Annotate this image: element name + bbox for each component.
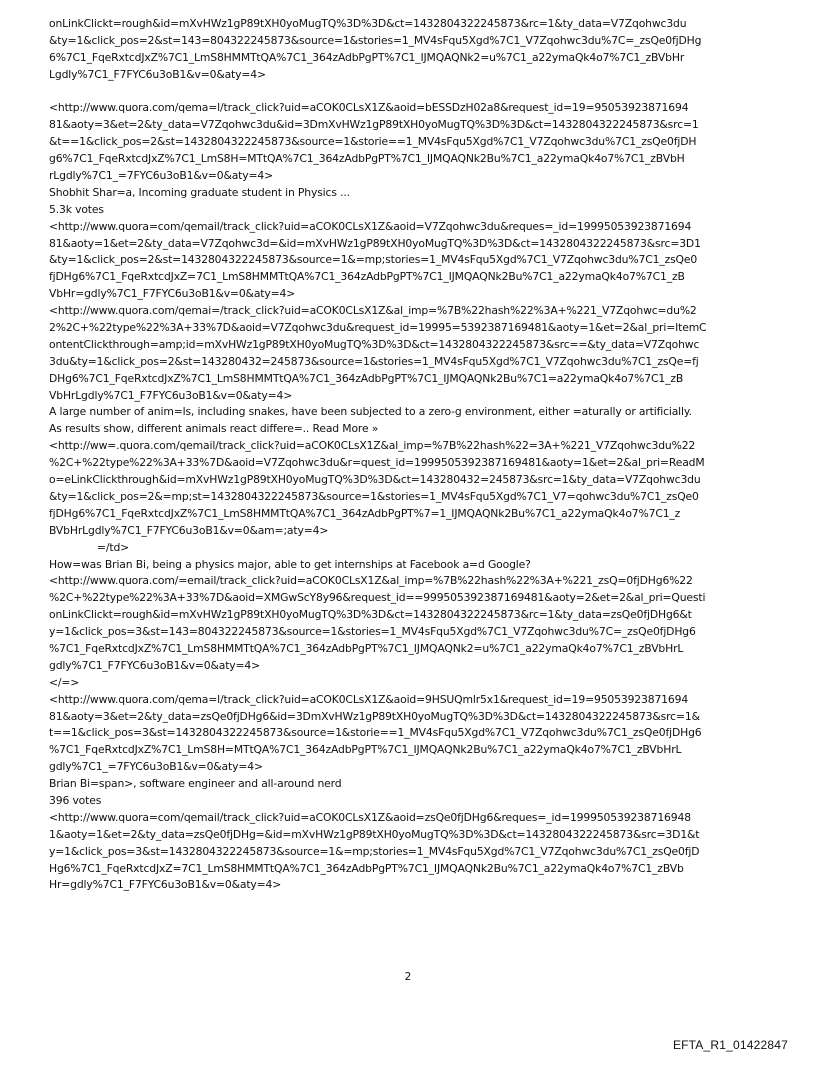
text-line: onLinkClickt=rough&id=mXvHWz1gP89tXH0yoMugTQ%3D%3D&ct=1432804322245873&rc=1&ty_data=V7Zqohwc3du <box>49 17 687 30</box>
text-line: gdly%7C1_=7FYC6u3oB1&v=0&aty=4> <box>49 760 263 774</box>
text-line: rLgdly%7C1_=7FYC6u3oB1&v=0&aty=4> <box>49 169 274 183</box>
text-line: How=was Brian Bi, being a physics major, able to get internships at Facebook a=d Google? <box>49 557 531 571</box>
blank-line <box>49 84 789 101</box>
text-line: =/td> <box>97 540 130 554</box>
text-line: Hr=gdly%7C1_F7FYC6u3oB1&v=0&aty=4> <box>49 878 282 892</box>
text-line: fjDHg6%7C1_FqeRxtcdJxZ%7C1_LmS8HMMTtQA%7C1_364zAdbPgPT%7=1_IJMQAQNk2Bu%7C1_a22ymaQk4o7%7C1_z <box>49 506 681 520</box>
text-line: 1&aoty=1&et=2&ty_data=zsQe0fjDHg=&id=mXvHWz1gP89tXH0yoMugTQ%3D%3D&ct=1432804322245873&src=3D1&t <box>49 827 700 841</box>
text-line: DHg6%7C1_FqeRxtcdJxZ%7C1_LmS8HMMTtQA%7C1_364zAdbPgPT%7C1_IJMQAQNk2Bu%7C1=a22ymaQk4o7%7C1_zB <box>49 371 684 385</box>
page-number: 2 <box>404 971 412 983</box>
text-line: Shobhit Shar=a, Incoming graduate student in Physics ... <box>49 185 350 199</box>
text-line: o=eLinkClickthrough&id=mXvHWz1gP89tXH0yoMugTQ%3D%3D&ct=143280432=245873&src=1&ty_data=V7Zqohwc3du <box>49 473 701 487</box>
text-line: %2C+%22type%22%3A+33%7D&aoid=XMGwScY8y96&request_id==999505392387169481&aoty=2&et=2&al_pri=Questi <box>49 591 706 605</box>
text-line: onLinkClickt=rough&id=mXvHWz1gP89tXH0yoMugTQ%3D%3D&ct=1432804322245873&rc=1&ty_data=zsQe0fjDHg6&t <box>49 608 692 622</box>
text-line: gdly%7C1_F7FYC6u3oB1&v=0&aty=4> <box>49 658 261 672</box>
text-line: 2%2C+%22type%22%3A+33%7D&aoid=V7Zqohwc3du&request_id=19995=5392387169481&aoty=1&et=2&al_pri=ItemC <box>49 321 707 335</box>
text-line: A large number of anim=ls, including snakes, have been subjected to a zero-g environment, either =aturally or artificially. <box>49 405 692 419</box>
text-line: &ty=1&click_pos=2&st=1432804322245873&source=1&=mp;stories=1_MV4sFqu5Xgd%7C1_V7Zqohwc3du%7C1_zsQe0 <box>49 253 698 267</box>
document-id-stamp: EFTA_R1_01422847 <box>672 1038 788 1052</box>
text-line: Lgdly%7C1_F7FYC6u3oB1&v=0&aty=4> <box>49 67 266 81</box>
text-line: 6%7C1_FqeRxtcdJxZ%7C1_LmS8HMMTtQA%7C1_364zAdbPgPT%7C1_IJMQAQNk2=u%7C1_a22ymaQk4o7%7C1_zBVbHr <box>49 50 685 64</box>
text-line: Hg6%7C1_FqeRxtcdJxZ=7C1_LmS8HMMTtQA%7C1_364zAdbPgPT%7C1_IJMQAQNk2Bu%7C1_a22ymaQk4o7%7C1_zBVb <box>49 861 684 875</box>
text-line: <http://www.quora.com/qema=l/track_click?uid=aCOK0CLsX1Z&aoid=9HSUQmlr5x1&request_id=19=95053923871694 <box>49 692 689 706</box>
text-line: %7C1_FqeRxtcdJxZ%7C1_LmS8HMMTtQA%7C1_364zAdbPgPT%7C1_IJMQAQNk2=u%7C1_a22ymaQk4o7%7C1_zBVbHrL <box>49 641 684 655</box>
email-body-text <box>49 16 789 894</box>
text-line: %2C+%22type%22%3A+33%7D&aoid=V7Zqohwc3du&r=quest_id=1999505392387169481&aoty=1&et=2&al_pri=ReadM <box>49 456 705 470</box>
text-line: Brian Bi=span>, software engineer and all-around nerd <box>49 777 342 791</box>
text-line: y=1&click_pos=3&st=1432804322245873&source=1&=mp;stories=1_MV4sFqu5Xgd%7C1_V7Zqohwc3du%7C1_zsQe0fjD <box>49 844 700 858</box>
text-line: ontentClickthrough=amp;id=mXvHWz1gP89tXH0yoMugTQ%3D%3D&ct=1432804322245873&src==&ty_data=V7Zqohwc <box>49 337 700 351</box>
text-line: <http://www.quora=com/qemail/track_click?uid=aCOK0CLsX1Z&aoid=V7Zqohwc3du&reques=_id=19995053923871694 <box>49 219 692 233</box>
text-line: y=1&click_pos=3&st=143=804322245873&source=1&stories=1_MV4sFqu5Xgd%7C1_V7Zqohwc3du%7C=_zsQe0fjDHg6 <box>49 625 696 639</box>
text-line: 396 votes <box>49 793 102 807</box>
text-line: 5.3k votes <box>49 202 104 216</box>
text-line: As results show, different animals react differe=.. Read More » <box>49 422 379 436</box>
text-line: g6%7C1_FqeRxtcdJxZ%7C1_LmS8H=MTtQA%7C1_364zAdbPgPT%7C1_IJMQAQNk2Bu%7C1_a22ymaQk4o7%7C1_zBVbH <box>49 152 685 166</box>
text-line: <http://www.quora.com/qema=l/track_click?uid=aCOK0CLsX1Z&aoid=bESSDzH02a8&request_id=19=95053923871694 <box>49 101 689 115</box>
text-line: 81&aoty=1&et=2&ty_data=V7Zqohwc3d=&id=mXvHWz1gP89tXH0yoMugTQ%3D%3D&ct=1432804322245873&src=3D1 <box>49 236 701 250</box>
text-line: <http://www.quora.com/qemai=/track_click?uid=aCOK0CLsX1Z&al_imp=%7B%22hash%22%3A+%221_V7Zqohwc=du%2 <box>49 304 697 318</box>
text-line: <http://www.quora=com/qemail/track_click?uid=aCOK0CLsX1Z&aoid=zsQe0fjDHg6&reques=_id=199950539238716948 <box>49 810 691 824</box>
text-line: &ty=1&click_pos=2&=mp;st=1432804322245873&source=1&stories=1_MV4sFqu5Xgd%7C1_V7=qohwc3du%7C1_zsQe0 <box>49 489 699 503</box>
text-line: </=> <box>49 675 80 689</box>
text-line: &ty=1&click_pos=2&st=143=804322245873&source=1&stories=1_MV4sFqu5Xgd%7C1_V7Zqohwc3du%7C=_zsQe0fjDHg <box>49 33 702 47</box>
text-line: t==1&click_pos=3&st=1432804322245873&source=1&storie==1_MV4sFqu5Xgd%7C1_V7Zqohwc3du%7C1_zsQe0fjDHg6 <box>49 726 702 740</box>
text-line: fjDHg6%7C1_FqeRxtcdJxZ=7C1_LmS8HMMTtQA%7C1_364zAdbPgPT%7C1_IJMQAQNk2Bu%7C1_a22ymaQk4o7%7C1_zB <box>49 270 685 284</box>
text-line: 81&aoty=3&et=2&ty_data=zsQe0fjDHg6&id=3DmXvHWz1gP89tXH0yoMugTQ%3D%3D&ct=1432804322245873&src=1& <box>49 709 700 723</box>
text-line: <http://ww=.quora.com/qemail/track_click?uid=aCOK0CLsX1Z&al_imp=%7B%22hash%22=3A+%221_V7Zqohwc3du%22 <box>49 439 696 453</box>
text-line: VbHr=gdly%7C1_F7FYC6u3oB1&v=0&aty=4> <box>49 287 296 301</box>
text-line: &t==1&click_pos=2&st=1432804322245873&source=1&storie==1_MV4sFqu5Xgd%7C1_V7Zqohwc3du%7C1_zsQe0fjDH <box>49 135 697 149</box>
text-line: %7C1_FqeRxtcdJxZ%7C1_LmS8H=MTtQA%7C1_364zAdbPgPT%7C1_IJMQAQNk2Bu%7C1_a22ymaQk4o7%7C1_zBVbHrL <box>49 743 682 757</box>
text-line: BVbHrLgdly%7C1_F7FYC6u3oB1&v=0&am=;aty=4> <box>49 523 329 537</box>
text-line: 3du&ty=1&click_pos=2&st=143280432=245873&source=1&stories=1_MV4sFqu5Xgd%7C1_V7Zqohwc3du%7C1_zsQe=fj <box>49 354 699 368</box>
text-line: 81&aoty=3&et=2&ty_data=V7Zqohwc3du&id=3DmXvHWz1gP89tXH0yoMugTQ%3D%3D&ct=1432804322245873&src=1 <box>49 118 699 132</box>
text-line: <http://www.quora.com/=email/track_click?uid=aCOK0CLsX1Z&al_imp=%7B%22hash%22%3A+%221_zsQ=0fjDHg6%22 <box>49 574 693 588</box>
text-line: VbHrLgdly%7C1_F7FYC6u3oB1&v=0&aty=4> <box>49 388 293 402</box>
